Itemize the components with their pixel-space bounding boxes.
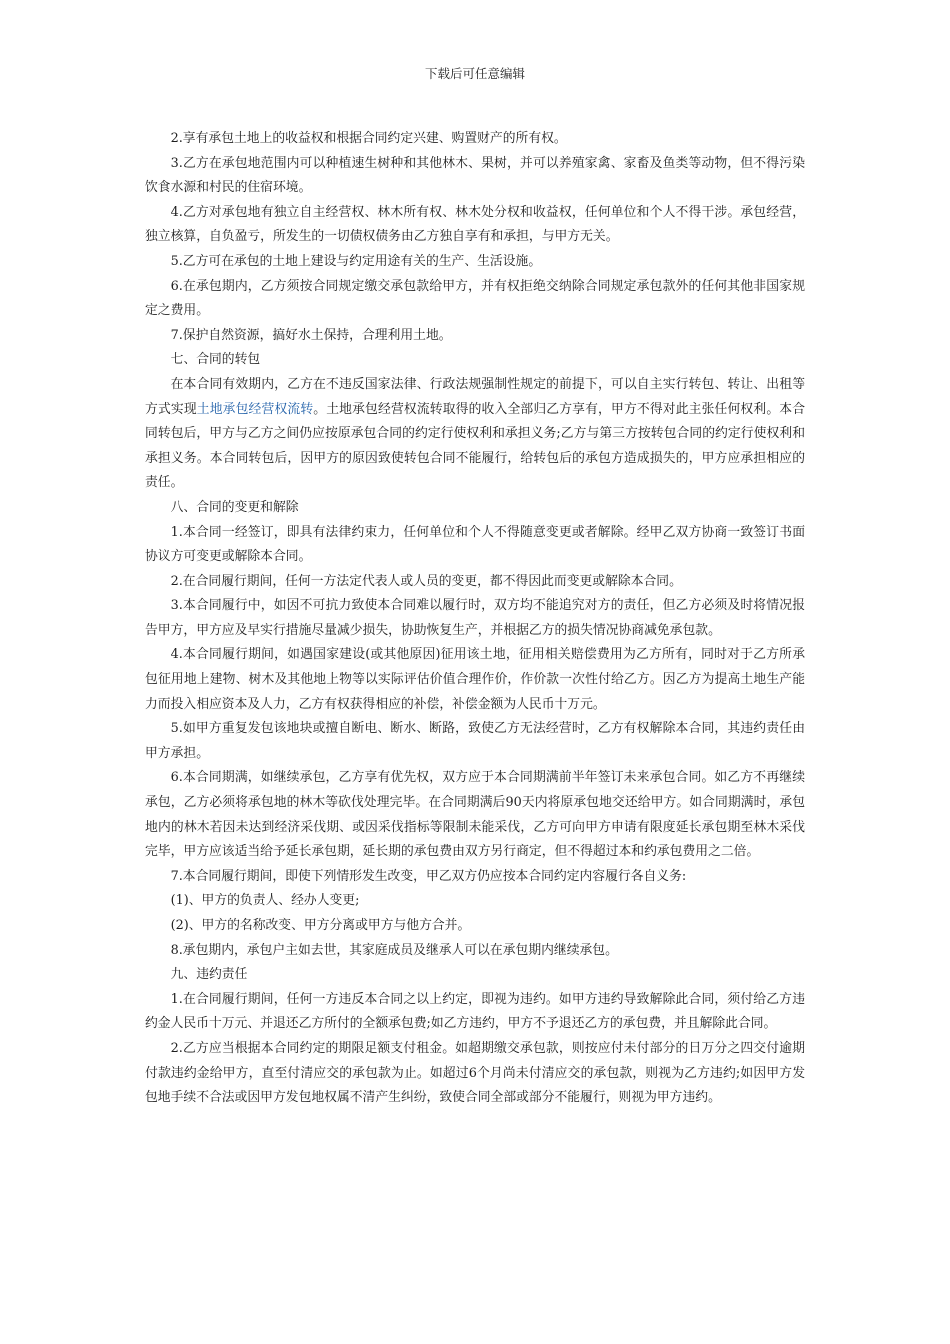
clause-9-1: 1.在合同履行期间，任何一方违反本合同之以上约定，即视为违约。如甲方违约导致解除此合同，须付给乙方违约金人民币十万元、并退还乙方所付的全额承包费;如乙方违约，甲方不予退还乙方的承包费，并且解除此合同。 (145, 991, 805, 1032)
subcontract-text-before: 在本合同有效期内，乙方在不违反国家法律、行政法规强制性规定的前提下，可以自主实行转包、转让、出租等方式实现 (145, 376, 805, 417)
clause-8-7-item-1: (1)、甲方的负责人、经办人变更; (170, 893, 360, 909)
clause-7-resources: 7.保护自然资源，搞好水土保持，合理利用土地。 (170, 327, 452, 343)
section-heading-liability: 九、违约责任 (170, 967, 248, 983)
clause-8-7-item-2: (2)、甲方的名称改变、甲方分离或甲方与他方合并。 (170, 918, 471, 933)
document-body (145, 127, 805, 1111)
section-heading-subcontract: 七、合同的转包 (170, 352, 261, 368)
page-header: 下载后可任意编辑 (424, 66, 525, 81)
clause-5-facilities: 5.乙方可在承包的土地上建设与约定用途有关的生产、生活设施。 (170, 253, 542, 269)
clause-8-2: 2.在合同履行期间，任何一方法定代表人或人员的变更，都不得因此而变更或解除本合同。 (170, 573, 682, 589)
clause-8-3: 3.本合同履行中，如因不可抗力致使本合同难以履行时，双方均不能追究对方的责任，但乙方必须及时将情况报告甲方，甲方应及早实行措施尽量减少损失，协助恢复生产，并根据乙方的损失情况协商减免承包款。 (145, 598, 805, 638)
clause-8-8: 8.承包期内，承包户主如去世，其家庭成员及继承人可以在承包期内继续承包。 (170, 942, 618, 958)
land-transfer-link[interactable]: 土地承包经营权流转 (196, 401, 314, 417)
clause-8-7: 7.本合同履行期间，即使下列情形发生改变，甲乙双方仍应按本合同约定内容履行各自义务: (170, 868, 687, 884)
clause-8-5: 5.如甲方重复发包该地块或擅自断电、断水、断路，致使乙方无法经营时，乙方有权解除本合同，其违约责任由甲方承担。 (145, 721, 805, 761)
clause-3-planting-breeding: 3.乙方在承包地范围内可以种植速生树种和其他林木、果树，并可以养殖家禽、家畜及鱼类等动物，但不得污染饮食水源和村民的住宿环境。 (145, 155, 805, 196)
clause-4-autonomy: 4.乙方对承包地有独立自主经营权、林木所有权、林木处分权和收益权，任何单位和个人不得干涉。承包经营，独立核算，自负盈亏，所发生的一切债权债务由乙方独自享有和承担，与甲方无关。 (145, 204, 805, 245)
clause-2-revenue-rights: 2.享有承包土地上的收益权和根据合同约定兴建、购置财产的所有权。 (170, 131, 567, 146)
clause-8-6: 6.本合同期满，如继续承包，乙方享有优先权，双方应于本合同期满前半年签订未来承包合同。如乙方不再继续承包，乙方必须将承包地的林木等砍伐处理完毕。在合同期满后90天内将原承包地交还给甲方。如合同期满时，承包地内的林木若因未达到经济采伐期、或因采伐指标等限制未能采伐，乙方可向甲方申请有限度延长承包期至林木采伐完毕，甲方应该适当给予延长承包期，延长期的承包费由双方另行商定，但不得超过本和约承包费用之二倍。 (145, 770, 805, 860)
subcontract-paragraph (145, 373, 805, 496)
clause-8-1: 1.本合同一经签订，即具有法律约束力，任何单位和个人不得随意变更或者解除。经甲乙双方协商一致签订书面协议方可变更或解除本合同。 (145, 524, 805, 565)
subcontract-text-after: 。土地承包经营权流转取得的收入全部归乙方享有，甲方不得对此主张任何权利。本合同转包后，甲方与乙方之间仍应按原承包合同的约定行使权利和承担义务;乙方与第三方按转包合同的约定行使权利和承担义务。本合同转包后，因甲方的原因致使转包合同不能履行，给转包后的承包方造成损失的，甲方应承担相应的责任。 (145, 401, 806, 491)
clause-8-4: 4.本合同履行期间，如遇国家建设(或其他原因)征用该土地，征用相关赔偿费用为乙方所有，同时对于乙方所承包征用地上建物、树木及其他地上物等以实际评估价值合理作价，作价款一次性付给乙方。因乙方为提高土地生产能力而投入相应资本及人力，乙方有权获得相应的补偿，补偿金额为人民币十万元。 (145, 647, 805, 712)
clause-9-2: 2.乙方应当根据本合同约定的期限足额支付租金。如超期缴交承包款，则按应付未付部分的日万分之四交付逾期付款违约金给甲方，直至付清应交的承包款为止。如超过6个月尚未付清应交的承包款，则视为乙方违约;如因甲方发包地手续不合法或因甲方发包地权属不清产生纠纷，致使合同全部或部分不能履行，则视为甲方违约。 (145, 1040, 805, 1106)
section-heading-change-termination: 八、合同的变更和解除 (170, 499, 299, 515)
clause-6-fees: 6.在承包期内，乙方须按合同规定缴交承包款给甲方，并有权拒绝交纳除合同规定承包款外的任何其他非国家规定之费用。 (145, 278, 805, 319)
